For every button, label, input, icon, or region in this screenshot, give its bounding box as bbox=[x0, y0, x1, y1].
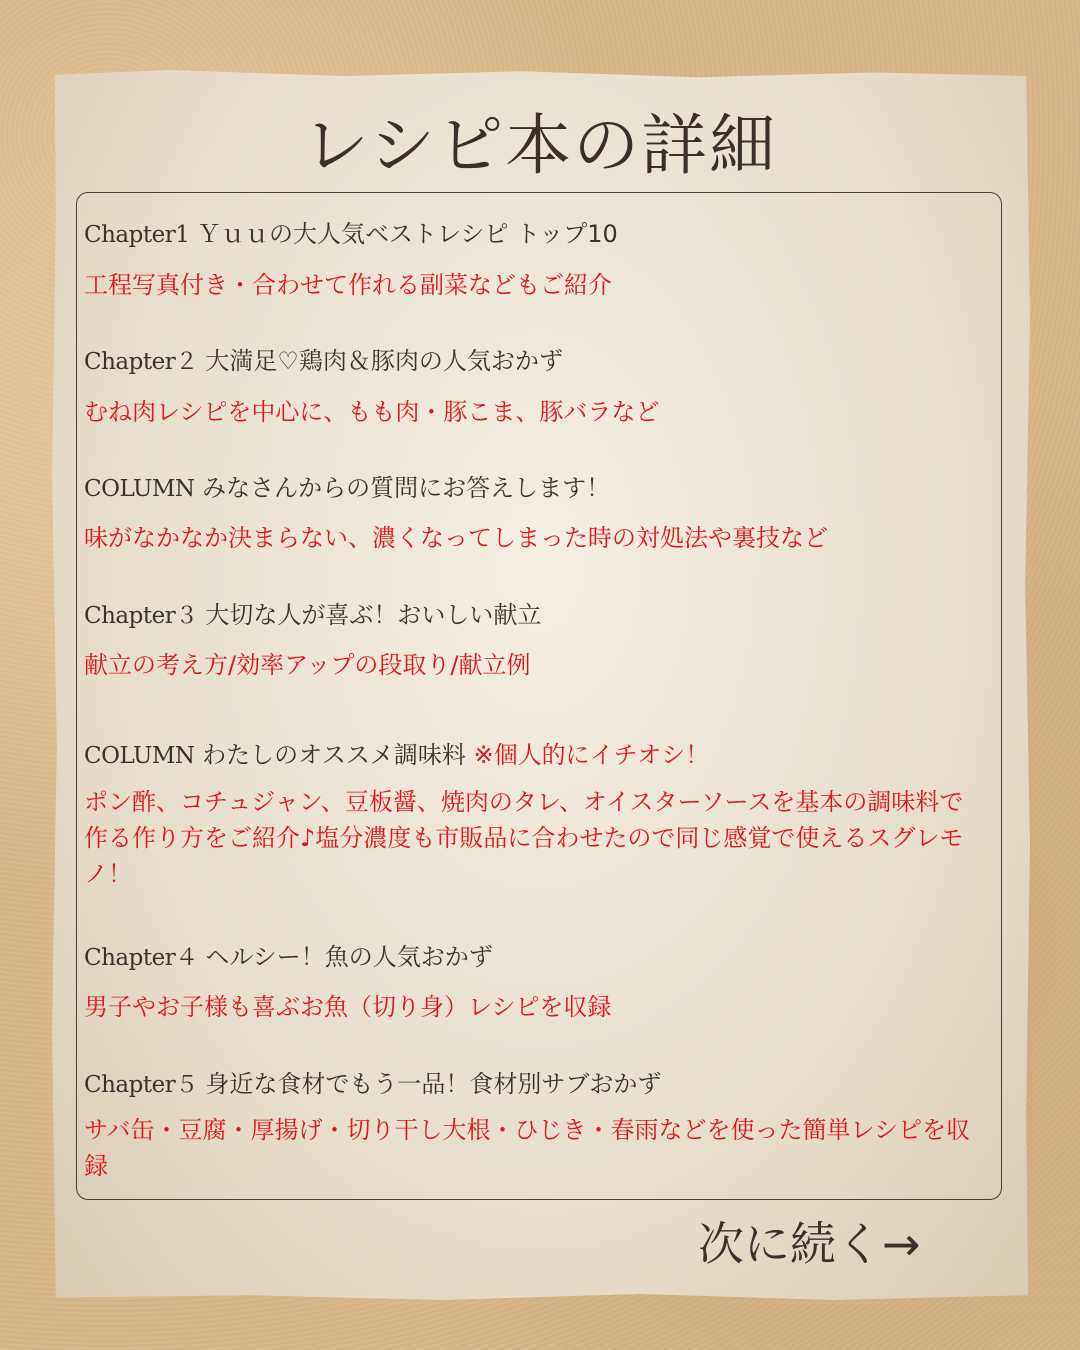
section-description: ポン酢、コチュジャン、豆板醤、焼肉のタレ、オイスターソースを基本の調味料で作る作り方をご紹介♪塩分濃度も市販品に合わせたので同じ感覚で使えるスグレモノ！ bbox=[84, 788, 964, 888]
section-title: わたしのオススメ調味料 bbox=[202, 741, 466, 769]
section-heading bbox=[84, 735, 709, 770]
section-title: 大満足♡鶏肉＆豚肉の人気おかず bbox=[205, 347, 563, 375]
section-label: Chapter２ bbox=[84, 349, 198, 375]
section-label: Chapter５ bbox=[84, 1072, 198, 1098]
section-description: むね肉レシピを中心に、もも肉・豚こま、豚バラなど bbox=[84, 398, 660, 426]
section-label: COLUMN bbox=[84, 476, 195, 502]
next-page-link[interactable]: 次に続く→ bbox=[698, 1217, 921, 1271]
section-heading bbox=[84, 595, 541, 630]
section-title: ヘルシー！魚の人気おかず bbox=[205, 943, 493, 971]
section-label: Chapter４ bbox=[84, 945, 198, 971]
section-title: 身近な食材でもう一品！食材別サブおかず bbox=[205, 1070, 662, 1098]
section-description: 味がなかなか決まらない、濃くなってしまった時の対処法や裏技など bbox=[84, 524, 828, 552]
section-description: 献立の考え方/効率アップの段取り/献立例 bbox=[84, 651, 531, 679]
section-title: 大切な人が喜ぶ！おいしい献立 bbox=[205, 601, 542, 629]
section-title: みなさんからの質問にお答えします！ bbox=[202, 474, 611, 502]
page-title: レシピ本の詳細 bbox=[302, 107, 778, 184]
section-description: 男子やお子様も喜ぶお魚（切り身）レシピを収録 bbox=[84, 993, 612, 1021]
section-heading bbox=[84, 468, 610, 503]
section-note: ※個人的にイチオシ！ bbox=[473, 741, 710, 769]
section-label: COLUMN bbox=[84, 743, 195, 769]
section-label: Chapter３ bbox=[84, 603, 198, 629]
section-heading bbox=[84, 341, 563, 376]
section-description: 工程写真付き・合わせて作れる副菜などもご紹介 bbox=[84, 271, 612, 299]
section-title: Ｙｕｕの大人気ベストレシピ トップ10 bbox=[196, 220, 618, 248]
section-heading bbox=[84, 214, 618, 249]
section-label: Chapter1 bbox=[84, 222, 190, 248]
section-heading bbox=[84, 1064, 661, 1099]
section-description: サバ缶・豆腐・厚揚げ・切り干し大根・ひじき・春雨などを使った簡単レシピを収録 bbox=[84, 1116, 970, 1180]
section-heading bbox=[84, 937, 493, 972]
